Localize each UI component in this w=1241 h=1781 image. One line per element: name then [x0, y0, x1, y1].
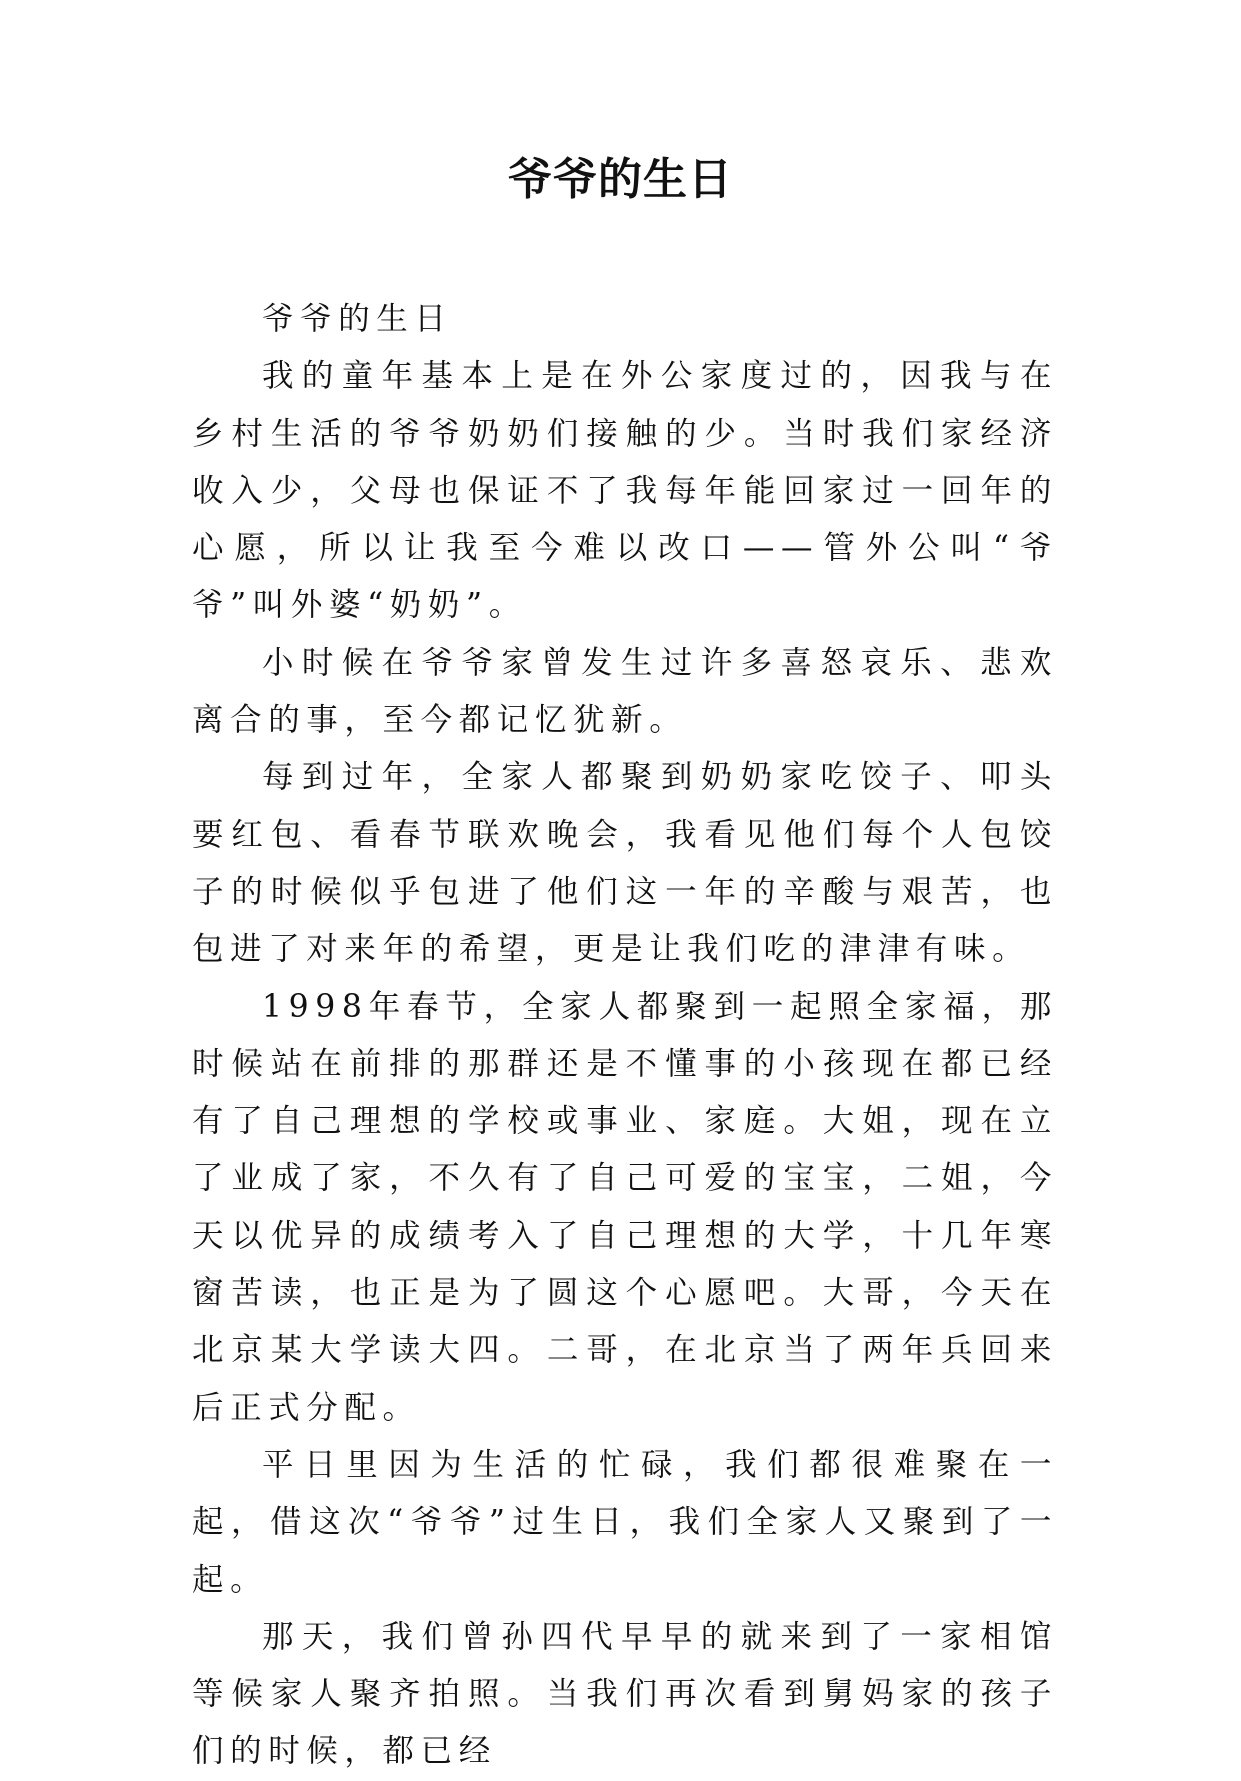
paragraph: 1998年春节，全家人都聚到一起照全家福，那时候站在前排的那群还是不懂事的小孩现在都已经有了自己理想的学校或事业、家庭。大姐，现在立了业成了家，不久有了自己可爱的宝宝，二姐，今天以优异的成绩考入了自己理想的大学，十几年寒窗苦读，也正是为了圆这个心愿吧。大哥，今天在北京某大学读大四。二哥，在北京当了两年兵回来后正式分配。 [192, 988, 1058, 1426]
paragraph: 那天，我们曾孙四代早早的就来到了一家相馆等候家人聚齐拍照。当我们再次看到舅妈家的孩子们的时候，都已经 [192, 1618, 1058, 1770]
paragraph: 每到过年，全家人都聚到奶奶家吃饺子、叩头要红包、看春节联欢晚会，我看见他们每个人包饺子的时候似乎包进了他们这一年的辛酸与艰苦，也包进了对来年的希望，更是让我们吃的津津有味。 [192, 759, 1058, 968]
paragraph: 小时候在爷爷家曾发生过许多喜怒哀乐、悲欢离合的事，至今都记忆犹新。 [192, 644, 1058, 739]
paragraph-subtitle: 爷爷的生日 [262, 301, 453, 337]
paragraph: 我的童年基本上是在外公家度过的，因我与在乡村生活的爷爷奶奶们接触的少。当时我们家经济收入少，父母也保证不了我每年能回家过一回年的心愿，所以让我至今难以改口——管外公叫“爷爷”叫外婆“奶奶”。 [192, 358, 1058, 624]
paragraph: 平日里因为生活的忙碌，我们都很难聚在一起，借这次“爷爷”过生日，我们全家人又聚到了一起。 [192, 1446, 1058, 1598]
document-body [192, 291, 1058, 1781]
page-title: 爷爷的生日 [508, 154, 733, 205]
